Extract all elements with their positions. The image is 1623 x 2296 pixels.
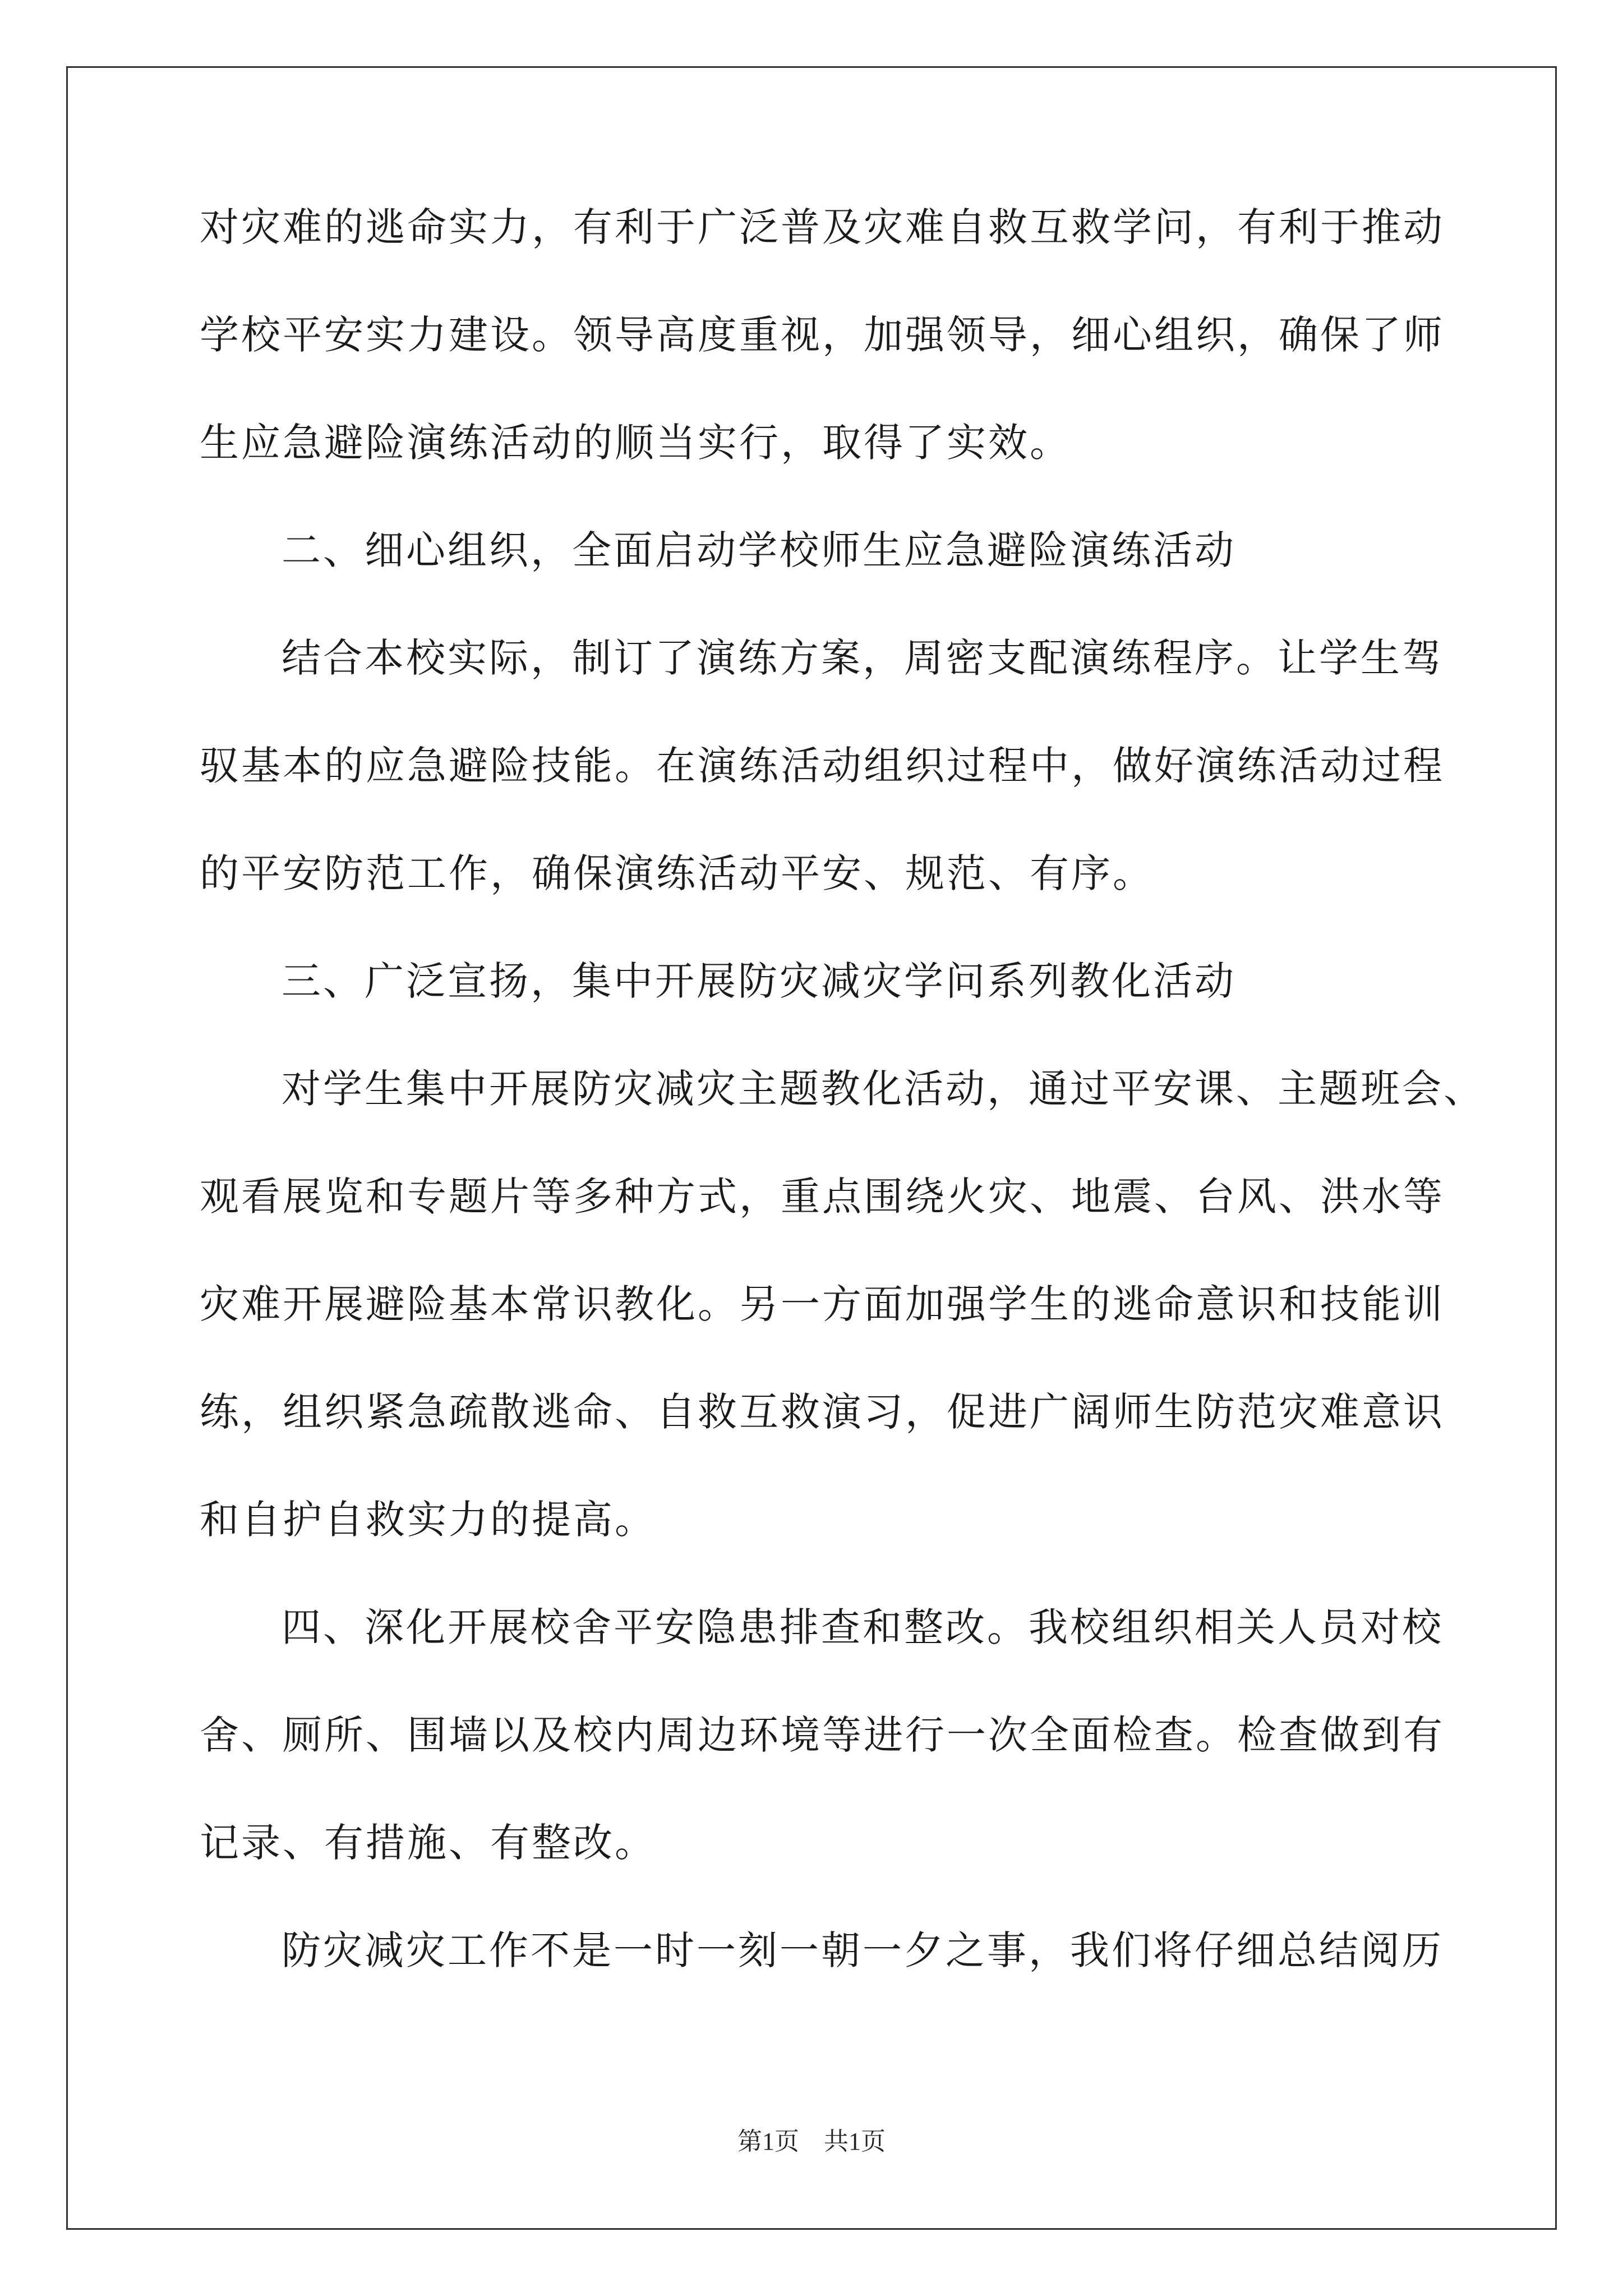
text-line: 驭基本的应急避险技能。在演练活动组织过程中，做好演练活动过程 (200, 743, 1445, 789)
text-line: 对灾难的逃命实力，有利于广泛普及灾难自救互救学问，有利于推动 (200, 204, 1445, 250)
text-line: 防灾减灾工作不是一时一刻一朝一夕之事，我们将仔细总结阅历 (282, 1927, 1444, 1973)
text-line: 观看展览和专题片等多种方式，重点围绕火灾、地震、台风、洪水等 (200, 1174, 1445, 1220)
text-line: 四、深化开展校舍平安隐患排查和整改。我校组织相关人员对校 (282, 1604, 1444, 1650)
page-total: 共1页 (824, 2128, 886, 2155)
text-line: 舍、厕所、围墙以及校内周边环境等进行一次全面检查。检查做到有 (200, 1712, 1445, 1758)
text-line: 和自护自救实力的提高。 (200, 1497, 656, 1543)
section-heading: 三、广泛宣扬，集中开展防灾减灾学问系列教化活动 (282, 958, 1236, 1004)
text-line: 对学生集中开展防灾减灾主题教化活动，通过平安课、主题班会、 (282, 1066, 1485, 1112)
text-line: 结合本校实际，制订了演练方案，周密支配演练程序。让学生驾 (282, 635, 1444, 681)
text-line: 生应急避险演练活动的顺当实行，取得了实效。 (200, 420, 1071, 466)
text-line: 学校平安实力建设。领导高度重视，加强领导，细心组织，确保了师 (200, 312, 1445, 358)
text-line: 的平安防范工作，确保演练活动平安、规范、有序。 (200, 850, 1154, 896)
text-line: 灾难开展避险基本常识教化。另一方面加强学生的逃命意识和技能训 (200, 1281, 1445, 1327)
text-line: 练，组织紧急疏散逃命、自救互救演习，促进广阔师生防范灾难意识 (200, 1389, 1445, 1435)
page-number: 第1页 (737, 2128, 799, 2155)
page-border (66, 66, 1557, 2230)
section-heading: 二、细心组织，全面启动学校师生应急避险演练活动 (282, 527, 1236, 573)
page-footer (0, 2126, 1623, 2157)
text-line: 记录、有措施、有整改。 (200, 1820, 656, 1866)
